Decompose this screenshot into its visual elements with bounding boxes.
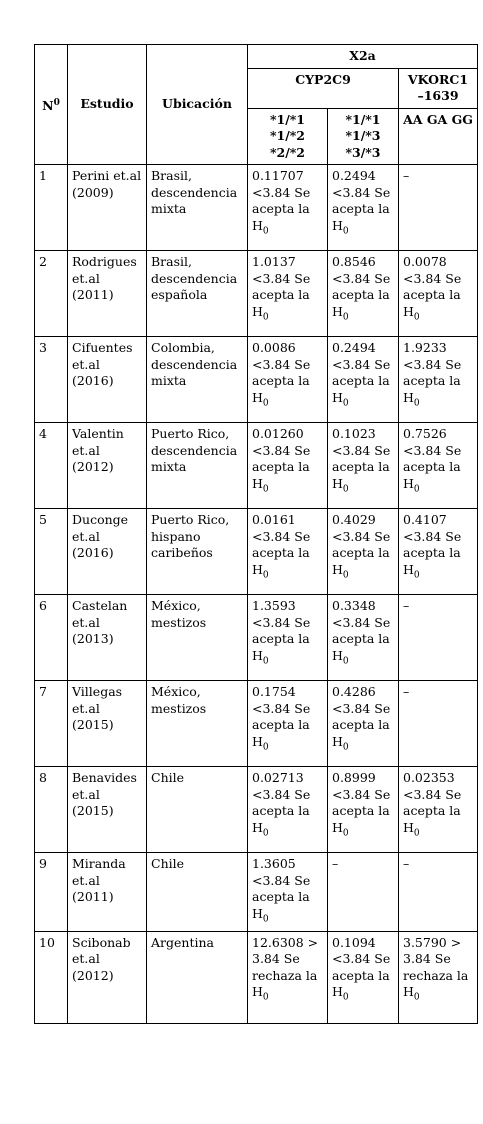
cell-ubicacion [147,423,248,509]
cell-genotype-a-text: 1.3605 <3.84 Se acepta la H [252,856,311,921]
cell-genotype-a [248,853,328,932]
cell-genotype-b-subscript: 0 [342,992,349,1003]
cell-ubicacion [147,681,248,767]
header-n: $N^0$ [35,45,68,165]
cell-genotype-c-subscript: 0 [413,570,420,580]
cell-genotype-b-subscript: 0 [342,312,349,322]
cell-ubicacion [147,337,248,423]
cell-ubicacion [147,251,248,337]
cell-genotype-b [328,251,399,337]
cell-genotype-c [399,853,478,932]
cell-estudio [68,681,147,767]
header-vkorc1: VKORC1 –1639 [399,68,478,108]
cell-estudio [68,853,147,932]
cell-genotype-a [248,681,328,767]
cell-genotype-c [399,165,478,251]
cell-genotype-c-text: 0.7526 <3.84 Se acepta la H [403,426,462,491]
cell-genotype-c-text: 1.9233 <3.84 Se acepta la H [403,340,462,405]
cell-estudio [68,251,147,337]
cell-genotype-b-text: – [332,856,339,871]
header-ubicacion: Ubicación [147,45,248,165]
cell-genotype-a [248,251,328,337]
cell-number-text: 10 [39,934,55,950]
cell-number [35,165,68,251]
cell-genotype-c [399,423,478,509]
cell-genotype-c [399,767,478,853]
cell-genotype-b [328,853,399,932]
cell-genotype-c-text: 0.0078 <3.84 Se acepta la H [403,254,462,319]
cell-estudio-text: Rodrigues et.al (2011) [72,254,137,302]
cell-number-text: 7 [39,684,47,699]
cell-genotype-a [248,337,328,423]
cell-estudio-text: Scibonab et.al (2012) [72,934,131,983]
cell-estudio-text: Miranda et.al (2011) [72,856,126,904]
header-estudio: Estudio [68,45,147,165]
cell-genotype-b-text: 0.1023 <3.84 Se acepta la H [332,426,391,491]
cell-ubicacion [147,595,248,681]
cell-genotype-b [328,595,399,681]
cell-ubicacion-text: Chile [151,770,185,785]
cell-genotype-c-text: – [403,684,410,699]
cell-genotype-a-subscript: 0 [262,742,269,752]
cell-number-text: 5 [39,512,47,527]
cell-number-text: 6 [39,598,47,613]
cell-genotype-c-text: – [403,856,410,871]
table-row [35,251,478,337]
cell-genotype-a-text: 0.01260 <3.84 Se acepta la H [252,426,311,491]
table-row [35,931,478,1023]
cell-estudio-text: Castelan et.al (2013) [72,598,128,646]
cell-ubicacion-text: Puerto Rico, descendencia mixta [151,426,238,474]
cell-genotype-a-text: 0.0161 <3.84 Se acepta la H [252,512,311,577]
cell-genotype-b-subscript: 0 [342,398,349,408]
cell-estudio-text: Villegas et.al (2015) [72,684,123,732]
cell-genotype-b [328,165,399,251]
cell-genotype-a [248,165,328,251]
cell-genotype-a [248,595,328,681]
cell-number [35,681,68,767]
cell-genotype-b-subscript: 0 [342,484,349,494]
cell-ubicacion [147,931,248,1023]
cell-ubicacion [147,165,248,251]
cell-estudio [68,509,147,595]
cell-estudio-text: Benavides et.al (2015) [72,770,137,818]
cell-ubicacion-text: Brasil, descendencia española [151,254,238,302]
cell-genotype-c-subscript: 0 [413,484,420,494]
table-row [35,767,478,853]
cell-ubicacion-text: México, mestizos [151,684,207,716]
cell-genotype-b-text: 0.8999 <3.84 Se acepta la H [332,770,391,835]
cell-genotype-c-text: 0.02353 <3.84 Se acepta la H [403,770,462,835]
table-row [35,681,478,767]
cell-genotype-b-text: 0.2494 <3.84 Se acepta la H [332,168,391,233]
cell-genotype-a-subscript: 0 [262,570,269,580]
cell-genotype-b-subscript: 0 [342,226,349,236]
cell-estudio-text: Duconge et.al (2016) [72,512,129,560]
cell-genotype-b [328,931,399,1023]
cell-genotype-a-subscript: 0 [262,656,269,666]
cell-genotype-b-subscript: 0 [342,570,349,580]
cell-genotype-a-subscript: 0 [262,992,269,1003]
cell-number-text: 4 [39,426,47,441]
cell-ubicacion-text: Argentina [151,934,214,950]
cell-estudio [68,595,147,681]
cell-genotype-b-text: 0.1094 <3.84 Se acepta la H [332,934,391,999]
cell-number-text: 2 [39,254,47,269]
cell-estudio [68,767,147,853]
cell-genotype-a-subscript: 0 [262,484,269,494]
cell-genotype-a-text: 0.02713 <3.84 Se acepta la H [252,770,311,835]
cell-genotype-a-text: 1.3593 <3.84 Se acepta la H [252,598,311,663]
cell-genotype-a-subscript: 0 [262,226,269,236]
cell-genotype-a-subscript: 0 [262,914,269,924]
cell-genotype-c-text: – [403,168,410,183]
cell-genotype-c [399,595,478,681]
cell-genotype-b-subscript: 0 [342,742,349,752]
cell-number-text: 9 [39,856,47,871]
cell-ubicacion [147,509,248,595]
cell-estudio [68,165,147,251]
cell-genotype-c-subscript: 0 [413,398,420,408]
cell-genotype-b [328,509,399,595]
cell-genotype-c [399,509,478,595]
cell-genotype-a-subscript: 0 [262,312,269,322]
cell-number-text: 1 [39,168,47,183]
cell-genotype-a-text: 1.0137 <3.84 Se acepta la H [252,254,311,319]
cell-number [35,423,68,509]
cell-estudio-text: Valentin et.al (2012) [72,426,124,474]
cell-genotype-a-text: 0.0086 <3.84 Se acepta la H [252,340,311,405]
cell-genotype-b [328,681,399,767]
cell-number [35,337,68,423]
cell-ubicacion-text: Puerto Rico, hispano caribeños [151,512,230,560]
cell-genotype-b-subscript: 0 [342,828,349,838]
cell-genotype-c-text: – [403,598,410,613]
cell-genotype-c [399,251,478,337]
header-x2a: X2a [248,45,478,69]
cell-genotype-a [248,509,328,595]
cell-genotype-b [328,337,399,423]
cell-genotype-b-text: 0.4286 <3.84 Se acepta la H [332,684,391,749]
cell-genotype-b [328,423,399,509]
table-row [35,337,478,423]
cell-genotype-c-subscript: 0 [413,312,420,322]
cell-number [35,251,68,337]
cell-genotype-c-text: 0.4107 <3.84 Se acepta la H [403,512,462,577]
cell-estudio-text: Perini et.al (2009) [72,168,142,200]
header-genotype-c: AA GA GG [399,108,478,165]
cell-ubicacion-text: Brasil, descendencia mixta [151,168,238,216]
table-row [35,509,478,595]
cell-genotype-c-text: 3.5790 > 3.84 Se rechaza la H [403,934,469,999]
cell-genotype-c-subscript: 0 [413,828,420,838]
cell-genotype-a [248,767,328,853]
cell-genotype-c [399,337,478,423]
cell-genotype-b-text: 0.8546 <3.84 Se acepta la H [332,254,391,319]
table-header [35,45,478,165]
cell-genotype-b-text: 0.4029 <3.84 Se acepta la H [332,512,391,577]
header-genotype-a: *1/*1 *1/*2 *2/*2 [248,108,328,165]
cell-genotype-a-text: 0.11707 <3.84 Se acepta la H [252,168,311,233]
cell-number [35,767,68,853]
cell-estudio [68,931,147,1023]
cell-genotype-a [248,931,328,1023]
results-table [34,44,478,1024]
cell-ubicacion-text: México, mestizos [151,598,207,630]
cell-number-text: 3 [39,340,47,355]
cell-estudio [68,423,147,509]
cell-genotype-a-text: 12.6308 > 3.84 Se rechaza la H [252,934,319,999]
cell-ubicacion-text: Colombia, descendencia mixta [151,340,238,388]
table-body [35,165,478,1024]
table-row [35,423,478,509]
cell-genotype-a-subscript: 0 [262,398,269,408]
cell-genotype-b-text: 0.3348 <3.84 Se acepta la H [332,598,391,663]
table-row [35,853,478,932]
cell-number-text: 8 [39,770,47,785]
cell-number [35,853,68,932]
cell-genotype-c [399,931,478,1023]
cell-estudio [68,337,147,423]
cell-genotype-a-subscript: 0 [262,828,269,838]
cell-estudio-text: Cifuentes et.al (2016) [72,340,133,388]
cell-number [35,509,68,595]
cell-number [35,595,68,681]
header-cyp2c9: CYP2C9 [248,68,399,108]
cell-number [35,931,68,1023]
table-row [35,165,478,251]
cell-genotype-b-subscript: 0 [342,656,349,666]
header-genotype-b: *1/*1 *1/*3 *3/*3 [328,108,399,165]
cell-genotype-b-text: 0.2494 <3.84 Se acepta la H [332,340,391,405]
cell-genotype-a-text: 0.1754 <3.84 Se acepta la H [252,684,311,749]
cell-ubicacion-text: Chile [151,856,185,871]
cell-genotype-c [399,681,478,767]
cell-genotype-a [248,423,328,509]
cell-ubicacion [147,853,248,932]
cell-ubicacion [147,767,248,853]
cell-genotype-b [328,767,399,853]
table-row [35,595,478,681]
cell-genotype-c-subscript: 0 [413,992,420,1003]
